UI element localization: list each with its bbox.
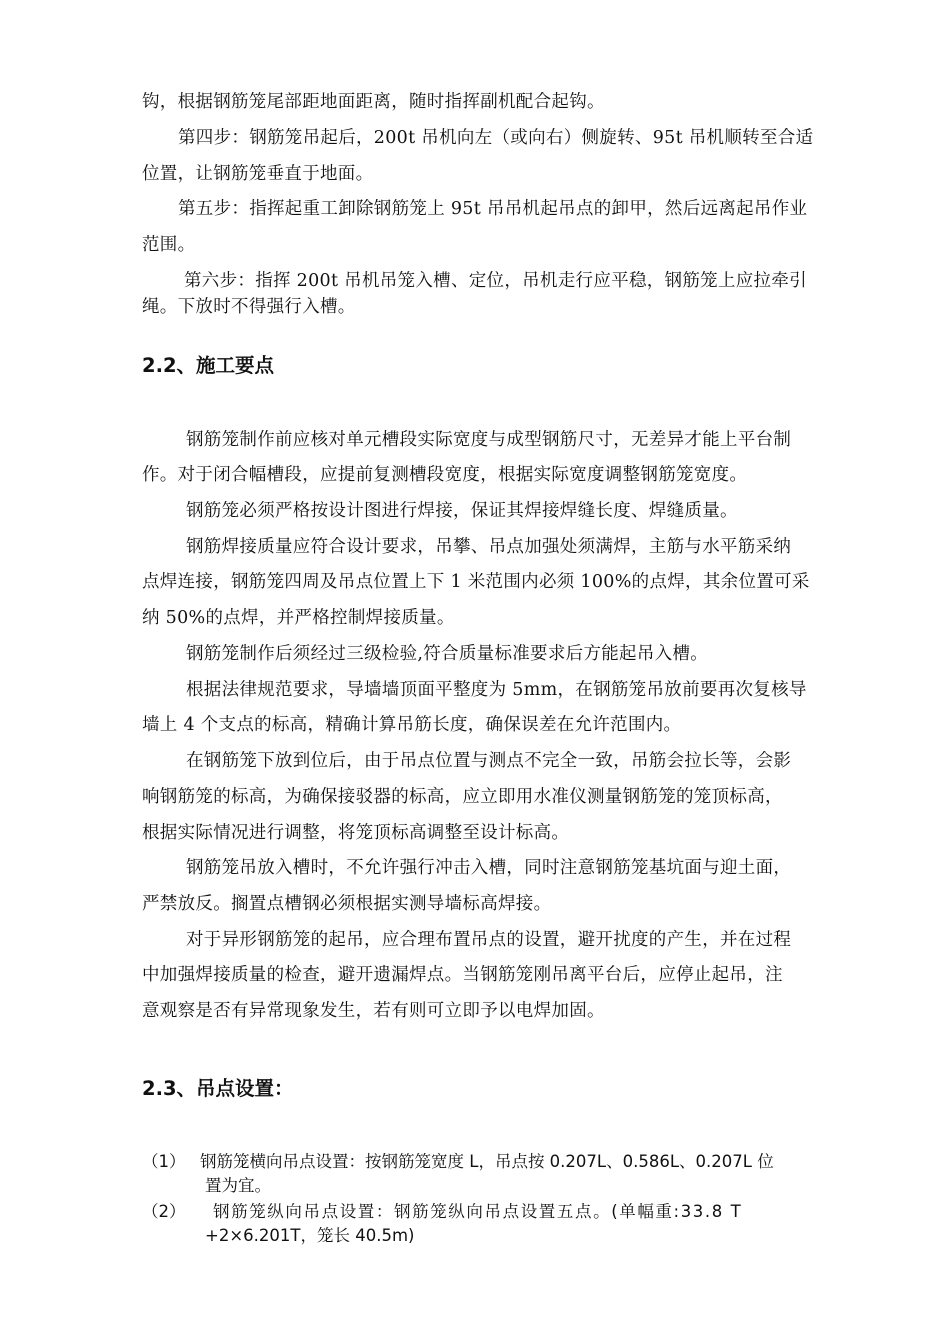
paragraph-line: 严禁放反。搁置点槽钢必须根据实测导墙标高焊接。: [142, 894, 552, 914]
paragraph-line: 响钢筋笼的标高，为确保接驳器的标高，应立即用水准仪测量钢筋笼的笼顶标高，: [142, 787, 783, 807]
list-item-text: 钢筋笼纵向吊点设置：钢筋笼纵向吊点设置五点。(单幅重:33.8 T: [213, 1202, 743, 1221]
paragraph-line: 钢筋笼吊放入槽时，不允许强行冲击入槽，同时注意钢筋笼基坑面与迎土面，: [186, 858, 792, 878]
paragraph-line: 根据法律规范要求，导墙墙顶面平整度为 5mm，在钢筋笼吊放前要再次复核导: [186, 680, 807, 700]
paragraph-line: 中加强焊接质量的检查，避开遗漏焊点。当钢筋笼刚吊离平台后，应停止起吊，注: [142, 965, 783, 985]
paragraph-line: 墙上 4 个支点的标高，精确计算吊筋长度，确保误差在允许范围内。: [142, 715, 682, 735]
list-item-number: （1）: [142, 1152, 186, 1171]
paragraph-line: 意观察是否有异常现象发生，若有则可立即予以电焊加固。: [142, 1001, 605, 1021]
list-item-text: 钢筋笼横向吊点设置：按钢筋笼宽度 L，吊点按 0.207L、0.586L、0.207L 位: [200, 1152, 774, 1171]
section-heading: 2.2、施工要点: [142, 354, 275, 377]
paragraph-line: 第六步：指挥 200t 吊机吊笼入槽、定位，吊机走行应平稳，钢筋笼上应拉牵引: [184, 271, 807, 291]
paragraph-line: 第四步：钢筋笼吊起后，200t 吊机向左（或向右）侧旋转、95t 吊机顺转至合适: [178, 128, 814, 148]
paragraph-line: 纳 50%的点焊，并严格控制焊接质量。: [142, 608, 455, 628]
paragraph-line: 钢筋焊接质量应符合设计要求，吊攀、吊点加强处须满焊，主筋与水平筋采纳: [186, 537, 792, 557]
paragraph-line: 位置，让钢筋笼垂直于地面。: [142, 164, 374, 184]
paragraph-line: 根据实际情况进行调整，将笼顶标高调整至设计标高。: [142, 823, 570, 843]
paragraph-line: 范围。: [142, 235, 196, 255]
list-item-text: 置为宜。: [205, 1176, 271, 1195]
paragraph-line: 钢筋笼必须严格按设计图进行焊接，保证其焊接焊缝长度、焊缝质量。: [186, 501, 738, 521]
list-item-text: +2×6.201T，笼长 40.5m): [205, 1226, 415, 1245]
paragraph-line: 绳。下放时不得强行入槽。: [142, 297, 356, 317]
paragraph-line: 钩，根据钢筋笼尾部距地面距离，随时指挥副机配合起钩。: [142, 92, 605, 112]
paragraph-line: 作。对于闭合幅槽段，应提前复测槽段宽度，根据实际宽度调整钢筋笼宽度。: [142, 465, 748, 485]
paragraph-line: 点焊连接，钢筋笼四周及吊点位置上下 1 米范围内必须 100%的点焊，其余位置可采: [142, 572, 810, 592]
paragraph-line: 钢筋笼制作后须经过三级检验,符合质量标准要求后方能起吊入槽。: [186, 644, 709, 664]
paragraph-line: 第五步：指挥起重工卸除钢筋笼上 95t 吊吊机起吊点的卸甲，然后远离起吊作业: [178, 199, 808, 219]
list-item-number: （2）: [142, 1202, 186, 1221]
section-heading: 2.3、吊点设置：: [142, 1077, 294, 1100]
paragraph-line: 在钢筋笼下放到位后，由于吊点位置与测点不完全一致，吊筋会拉长等，会影: [186, 751, 792, 771]
paragraph-line: 钢筋笼制作前应核对单元槽段实际宽度与成型钢筋尺寸，无差异才能上平台制: [186, 430, 792, 450]
paragraph-line: 对于异形钢筋笼的起吊，应合理布置吊点的设置，避开扰度的产生，并在过程: [186, 930, 792, 950]
